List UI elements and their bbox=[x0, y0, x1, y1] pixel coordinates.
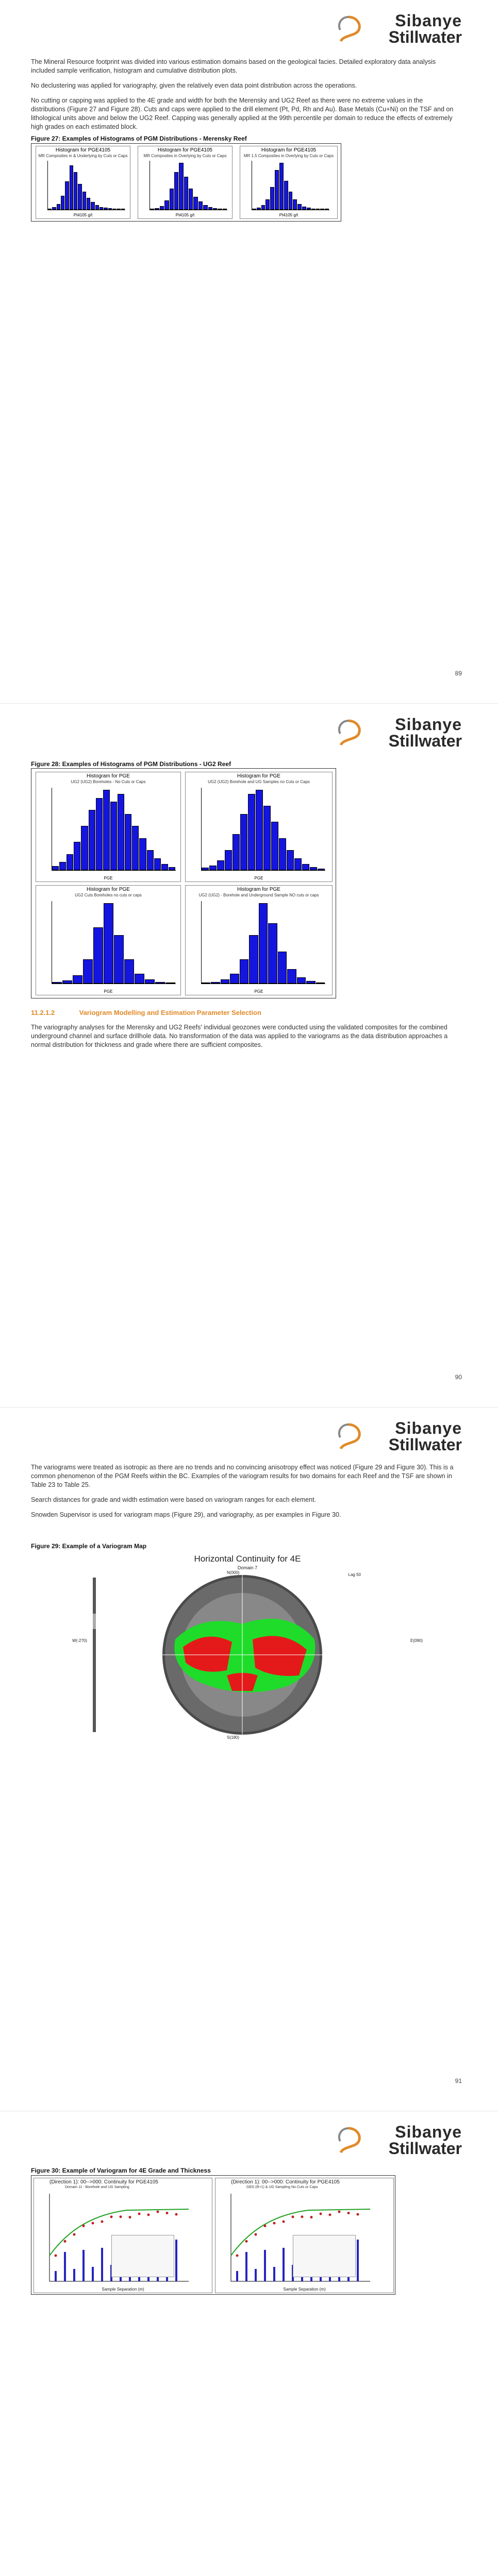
histogram-bar bbox=[124, 959, 134, 984]
histogram-bar bbox=[132, 826, 139, 870]
histogram-bar bbox=[268, 923, 277, 984]
histogram-title: Histogram for PGE4105 bbox=[55, 147, 111, 153]
paragraph: The variograms were treated as isotropic as there are no trends and no convincing anisotropy effect was noticed (Figure 29 and Figure 30). This is a common phenomenon of the PGM Reefs within the BC. Examples of the variogram results for two domains for each Reef and the TSF are shown in Table 23 to Table 25. bbox=[31, 1464, 454, 1488]
histogram-bar bbox=[203, 205, 207, 210]
experimental-point bbox=[283, 2221, 285, 2223]
pair-count-bar bbox=[255, 2269, 257, 2281]
histogram bbox=[36, 772, 181, 882]
experimental-point bbox=[64, 2240, 67, 2243]
histogram-title: Histogram for PGE bbox=[237, 773, 280, 779]
histogram-bar bbox=[99, 207, 103, 210]
logo-text-sibanye: Sibanye bbox=[395, 2123, 462, 2141]
page-91 bbox=[0, 1408, 498, 2111]
variogram-panel bbox=[34, 2178, 212, 2293]
histogram-bar bbox=[310, 867, 317, 870]
paragraph: The Mineral Resource footprint was divided into various estimation domains based on the geological facies. Detailed exploratory data analysis included sample verification, histogram and cumulative distribution plots. bbox=[31, 58, 436, 74]
pair-count-bar bbox=[92, 2267, 94, 2281]
histogram-bar bbox=[87, 198, 90, 210]
histogram-bar bbox=[161, 864, 168, 870]
histogram-bar bbox=[287, 850, 294, 870]
histogram-bar bbox=[48, 209, 52, 210]
figure-caption: Figure 29: Example of a Variogram Map bbox=[31, 1543, 147, 1550]
variogram-panel bbox=[215, 2178, 394, 2293]
x-axis-label: Pt4105 g/t bbox=[279, 213, 298, 217]
x-axis-label: PGE bbox=[104, 989, 113, 994]
histogram-bar bbox=[112, 209, 116, 210]
experimental-point bbox=[55, 2255, 57, 2257]
figure-28 bbox=[31, 768, 336, 998]
pair-count-bar bbox=[55, 2271, 57, 2281]
histogram-bar bbox=[257, 208, 261, 210]
histogram-bar bbox=[93, 927, 103, 984]
logo-text-stillwater: Stillwater bbox=[388, 1435, 462, 1454]
pair-count-bar bbox=[64, 2252, 66, 2281]
variogram-subtitle: GED (R+1) & UG Sampling No Cuts or Caps bbox=[246, 2185, 318, 2189]
page-90 bbox=[0, 704, 498, 1407]
experimental-point bbox=[357, 2213, 359, 2216]
histogram-bar bbox=[65, 181, 69, 210]
body-text bbox=[31, 1023, 459, 1056]
lag-label: Lag 50 bbox=[348, 1572, 361, 1577]
x-axis-label: Pt4105 g/t bbox=[175, 213, 195, 217]
histogram-bar bbox=[73, 975, 82, 984]
histogram-bar bbox=[289, 192, 293, 210]
histogram-bar bbox=[74, 172, 77, 210]
variogram-map-title: Horizontal Continuity for 4E bbox=[194, 1554, 301, 1564]
histogram-bar bbox=[135, 974, 144, 984]
histogram-bar bbox=[155, 982, 165, 984]
pair-count-bar bbox=[73, 2269, 75, 2281]
histogram-bar bbox=[198, 201, 203, 210]
parameter-dialog bbox=[293, 2235, 356, 2277]
histogram-bar bbox=[316, 209, 320, 210]
x-axis-label: Sample Separation (m) bbox=[283, 2287, 326, 2292]
paragraph: No cutting or capping was applied to the 4E grade and width for both the Merensky and UG2 Reef as there were no extreme values in the distributions (Figure 27 and Figure 28). Cuts and caps were applied to the drill element (Pt, Pd, Rh and Au). Base Metals (Cu+Ni) on the TSF and on lithological units above and below the UG2 Reef. Capping was generally applied at the 99th percentile per domain to reduce the effects of extremely high grades on each estimated block. bbox=[31, 97, 454, 130]
figure-30 bbox=[31, 2175, 395, 2295]
histogram-bar bbox=[52, 866, 59, 870]
right-direction-label: E(090) bbox=[410, 1638, 423, 1643]
histogram-bar bbox=[170, 189, 174, 210]
histogram-bar bbox=[150, 209, 154, 210]
histogram-bar bbox=[302, 207, 306, 210]
variogram-title: (Direction 1): 00-->000: Continuity for PGE4105 bbox=[231, 2179, 340, 2185]
histogram-bar bbox=[284, 181, 288, 210]
histogram-bar bbox=[261, 205, 265, 210]
histogram-bar bbox=[104, 208, 107, 210]
histogram-title: Histogram for PGE bbox=[87, 773, 130, 779]
histogram-title: Histogram for PGE4105 bbox=[157, 147, 213, 153]
logo-text-stillwater: Stillwater bbox=[388, 732, 462, 750]
page-number: 91 bbox=[455, 2077, 462, 2084]
variogram-map-domain: Domain 7 bbox=[237, 1565, 258, 1570]
histogram-bar bbox=[249, 935, 258, 984]
paragraph: Snowden Supervisor is used for variogram maps (Figure 29), and variography, as per examples in Figure 30. bbox=[31, 1511, 341, 1518]
figure-27 bbox=[31, 143, 341, 222]
experimental-point bbox=[273, 2222, 276, 2225]
histogram-bar bbox=[217, 860, 224, 870]
page-92 bbox=[0, 2111, 498, 2576]
histogram-bar bbox=[61, 196, 64, 210]
histogram-bar bbox=[193, 197, 197, 210]
figure-caption: Figure 28: Examples of Histograms of PGM Distributions - UG2 Reef bbox=[31, 760, 231, 768]
histogram-bar bbox=[67, 854, 73, 870]
histogram-bar bbox=[259, 903, 268, 984]
histogram-title: Histogram for PGE bbox=[87, 887, 130, 892]
x-axis-label: PGE bbox=[254, 876, 263, 880]
histogram-subtitle: UG2 (UG2) - Borehole and Underground Sample NO cuts or caps bbox=[198, 893, 319, 897]
histogram-bar bbox=[57, 204, 60, 210]
histogram-bar bbox=[297, 977, 306, 984]
colour-scale-marker bbox=[93, 1614, 96, 1629]
pair-count-bar bbox=[357, 2240, 359, 2281]
page-89 bbox=[0, 0, 498, 703]
paragraph: The variography analyses for the Merensky and UG2 Reefs' individual geozones were conducted using the validated composites for the combined underground channel and surface drillhole data. No transformation of the data was applied to the variograms as the data distribution approaches a normal distribution for thickness and grade where there are sufficient composites. bbox=[31, 1024, 448, 1048]
histogram-bar bbox=[318, 869, 325, 870]
top-direction-label: N(000) bbox=[227, 1570, 240, 1575]
experimental-point bbox=[347, 2212, 350, 2214]
experimental-point bbox=[138, 2212, 141, 2215]
histogram-bar bbox=[184, 177, 188, 210]
logo-text-stillwater: Stillwater bbox=[388, 2139, 462, 2158]
histogram-plot bbox=[47, 161, 125, 210]
histogram bbox=[36, 885, 181, 995]
histogram-bar bbox=[256, 790, 263, 870]
histogram-bar bbox=[108, 208, 112, 210]
histogram-bar bbox=[307, 208, 311, 210]
histogram-bar bbox=[302, 864, 309, 870]
bottom-direction-label: S(180) bbox=[227, 1735, 240, 1740]
histogram-bar bbox=[62, 980, 72, 984]
pair-count-bar bbox=[236, 2271, 238, 2281]
experimental-point bbox=[166, 2212, 169, 2214]
histogram-bar bbox=[270, 187, 274, 210]
histogram bbox=[240, 146, 338, 219]
histogram-bar bbox=[118, 794, 124, 870]
figure-caption: Figure 27: Examples of Histograms of PGM Distributions - Merensky Reef bbox=[31, 135, 247, 142]
histogram-bar bbox=[179, 163, 183, 210]
histogram-bar bbox=[165, 982, 175, 984]
histogram-plot bbox=[150, 161, 227, 210]
company-logo bbox=[333, 1413, 462, 1454]
histogram-bar bbox=[155, 208, 159, 210]
histogram-bar bbox=[223, 209, 227, 210]
experimental-point bbox=[292, 2215, 294, 2218]
pair-count-bar bbox=[175, 2240, 177, 2281]
histogram-bar bbox=[110, 802, 117, 870]
histogram-bar bbox=[294, 858, 302, 870]
histogram bbox=[36, 146, 130, 219]
histogram-bar bbox=[240, 814, 247, 870]
histogram-bar bbox=[218, 209, 222, 210]
pair-count-bar bbox=[264, 2250, 266, 2281]
figure-caption: Figure 30: Example of Variogram for 4E Grade and Thickness bbox=[31, 2167, 211, 2174]
histogram-bar bbox=[221, 979, 229, 984]
pair-count-bar bbox=[101, 2248, 103, 2281]
histogram bbox=[185, 772, 333, 882]
histogram-subtitle: UG2 (UG2) Boreholes - No Cuts or Caps bbox=[71, 779, 146, 784]
histogram-subtitle: UG2 Cuts Boreholes no cuts or caps bbox=[75, 893, 142, 897]
body-text bbox=[31, 58, 459, 138]
histogram-bar bbox=[325, 209, 329, 210]
pair-count-bar bbox=[283, 2248, 285, 2281]
section-title: Variogram Modelling and Estimation Parameter Selection bbox=[79, 1009, 261, 1016]
logo-text-sibanye: Sibanye bbox=[395, 11, 462, 30]
x-axis-label: Pt4105 g/t bbox=[73, 213, 93, 217]
company-logo bbox=[333, 5, 462, 46]
experimental-point bbox=[301, 2215, 304, 2218]
histogram-bar bbox=[70, 165, 73, 210]
histogram-plot bbox=[52, 901, 176, 984]
left-direction-label: W(-270) bbox=[72, 1638, 87, 1643]
logo-mark-icon bbox=[333, 718, 364, 749]
parameter-dialog bbox=[111, 2235, 174, 2277]
experimental-point bbox=[338, 2211, 341, 2213]
histogram-bar bbox=[83, 959, 93, 984]
histogram-bar bbox=[95, 205, 99, 210]
histogram-plot bbox=[201, 788, 325, 871]
section-number: 11.2.1.2 bbox=[31, 1009, 55, 1016]
histogram-title: Histogram for PGE bbox=[237, 887, 280, 892]
variogram-map-graphic bbox=[72, 1552, 423, 1742]
experimental-point bbox=[264, 2225, 267, 2227]
logo-text-sibanye: Sibanye bbox=[395, 1419, 462, 1437]
histogram-bar bbox=[52, 982, 62, 984]
histogram-bar bbox=[89, 810, 95, 870]
histogram-subtitle: MR Composites in & Underlying by Cuts or Caps bbox=[38, 154, 128, 158]
experimental-point bbox=[157, 2211, 159, 2213]
histogram-subtitle: MR Composites in Overlying by Cuts or Caps bbox=[143, 154, 227, 158]
histogram-bar bbox=[306, 981, 315, 984]
histogram-title: Histogram for PGE4105 bbox=[261, 147, 317, 153]
experimental-point bbox=[329, 2213, 331, 2216]
company-logo bbox=[333, 709, 462, 750]
histogram-bar bbox=[311, 209, 316, 210]
histogram-subtitle: UG2 (UG2) Borehole and UG Samples no Cuts or Caps bbox=[208, 779, 310, 784]
experimental-point bbox=[310, 2216, 313, 2218]
histogram-bar bbox=[320, 209, 324, 210]
histogram-bar bbox=[125, 814, 131, 870]
histogram-bar bbox=[147, 850, 154, 870]
histogram-bar bbox=[117, 209, 120, 210]
pair-count-bar bbox=[273, 2267, 275, 2281]
experimental-point bbox=[73, 2233, 76, 2236]
histogram bbox=[138, 146, 233, 219]
histogram-bar bbox=[208, 207, 212, 210]
histogram-bar bbox=[240, 959, 248, 984]
logo-text-sibanye: Sibanye bbox=[395, 715, 462, 734]
body-text bbox=[31, 1463, 459, 1526]
experimental-point bbox=[120, 2215, 122, 2218]
logo-text-stillwater: Stillwater bbox=[388, 28, 462, 46]
histogram-bar bbox=[74, 842, 80, 870]
histogram-bar bbox=[213, 208, 217, 210]
histogram-bar bbox=[263, 806, 271, 870]
histogram-bar bbox=[160, 206, 164, 210]
histogram-bar bbox=[293, 199, 297, 210]
histogram-bar bbox=[248, 794, 255, 870]
histogram-plot bbox=[252, 161, 329, 210]
x-axis-label: Sample Separation (m) bbox=[102, 2287, 144, 2292]
histogram-bar bbox=[297, 204, 302, 210]
experimental-point bbox=[129, 2216, 131, 2218]
histogram-bar bbox=[81, 826, 88, 870]
histogram-bar bbox=[114, 935, 124, 984]
variogram-map bbox=[72, 1552, 423, 1742]
histogram bbox=[185, 885, 333, 995]
histogram-bar bbox=[82, 192, 86, 210]
histogram-bar bbox=[139, 838, 146, 870]
pair-count-bar bbox=[82, 2250, 85, 2281]
page-number: 90 bbox=[455, 1374, 462, 1381]
histogram-bar bbox=[145, 979, 155, 984]
histogram-bar bbox=[52, 207, 56, 210]
logo-mark-icon bbox=[333, 2126, 364, 2157]
paragraph: No declustering was applied for variography, given the relatively even data point distribution across the operations. bbox=[31, 82, 357, 89]
histogram-bar bbox=[96, 798, 103, 870]
x-axis-label: PGE bbox=[104, 876, 113, 880]
histogram-bar bbox=[252, 209, 256, 210]
histogram-bar bbox=[275, 170, 279, 210]
page-number: 89 bbox=[455, 670, 462, 677]
histogram-bar bbox=[233, 834, 240, 870]
histogram-bar bbox=[278, 952, 287, 984]
experimental-point bbox=[175, 2213, 178, 2216]
histogram-bar bbox=[225, 850, 232, 870]
histogram-bar bbox=[164, 200, 169, 210]
histogram-bar bbox=[169, 867, 175, 870]
histogram-bar bbox=[287, 969, 296, 984]
experimental-point bbox=[236, 2255, 239, 2257]
logo-mark-icon bbox=[333, 14, 364, 45]
experimental-point bbox=[110, 2215, 113, 2218]
experimental-point bbox=[320, 2212, 322, 2215]
company-logo bbox=[333, 2116, 462, 2158]
histogram-bar bbox=[121, 209, 125, 210]
paragraph: Search distances for grade and width estimation were based on variogram ranges for each element. bbox=[31, 1496, 317, 1503]
histogram-plot bbox=[201, 901, 325, 984]
histogram-bar bbox=[265, 199, 270, 210]
logo-mark-icon bbox=[333, 1422, 364, 1453]
experimental-point bbox=[82, 2225, 85, 2227]
histogram-bar bbox=[279, 838, 286, 870]
histogram-bar bbox=[104, 903, 113, 984]
histogram-bar bbox=[209, 866, 217, 870]
histogram-bar bbox=[279, 163, 284, 210]
experimental-point bbox=[92, 2222, 94, 2225]
histogram-bar bbox=[202, 868, 209, 870]
pair-count-bar bbox=[245, 2252, 247, 2281]
histogram-bar bbox=[154, 858, 161, 870]
histogram-subtitle: MR 1.5 Composites in Overlying by Cuts or Caps bbox=[243, 154, 334, 158]
histogram-bar bbox=[316, 982, 325, 984]
colour-scale-bar bbox=[93, 1578, 96, 1732]
experimental-point bbox=[245, 2240, 248, 2243]
histogram-bar bbox=[202, 982, 210, 984]
histogram-bar bbox=[78, 184, 81, 210]
histogram-bar bbox=[103, 790, 110, 870]
histogram-bar bbox=[91, 202, 94, 210]
variogram-subtitle: Domain 11 - Borehole and UG Sampling bbox=[65, 2185, 129, 2189]
x-axis-label: PGE bbox=[254, 989, 263, 994]
histogram-bar bbox=[174, 172, 178, 210]
histogram-bar bbox=[189, 189, 193, 210]
histogram-bar bbox=[271, 822, 278, 870]
experimental-point bbox=[101, 2221, 104, 2223]
experimental-point bbox=[255, 2233, 257, 2236]
histogram-plot bbox=[52, 788, 176, 871]
histogram-bar bbox=[230, 974, 239, 984]
variogram-title: (Direction 1): 00-->000: Continuity for PGE4105 bbox=[49, 2179, 158, 2185]
experimental-point bbox=[147, 2213, 150, 2216]
histogram-bar bbox=[59, 862, 66, 870]
section-heading bbox=[31, 1009, 261, 1016]
histogram-bar bbox=[211, 982, 220, 984]
